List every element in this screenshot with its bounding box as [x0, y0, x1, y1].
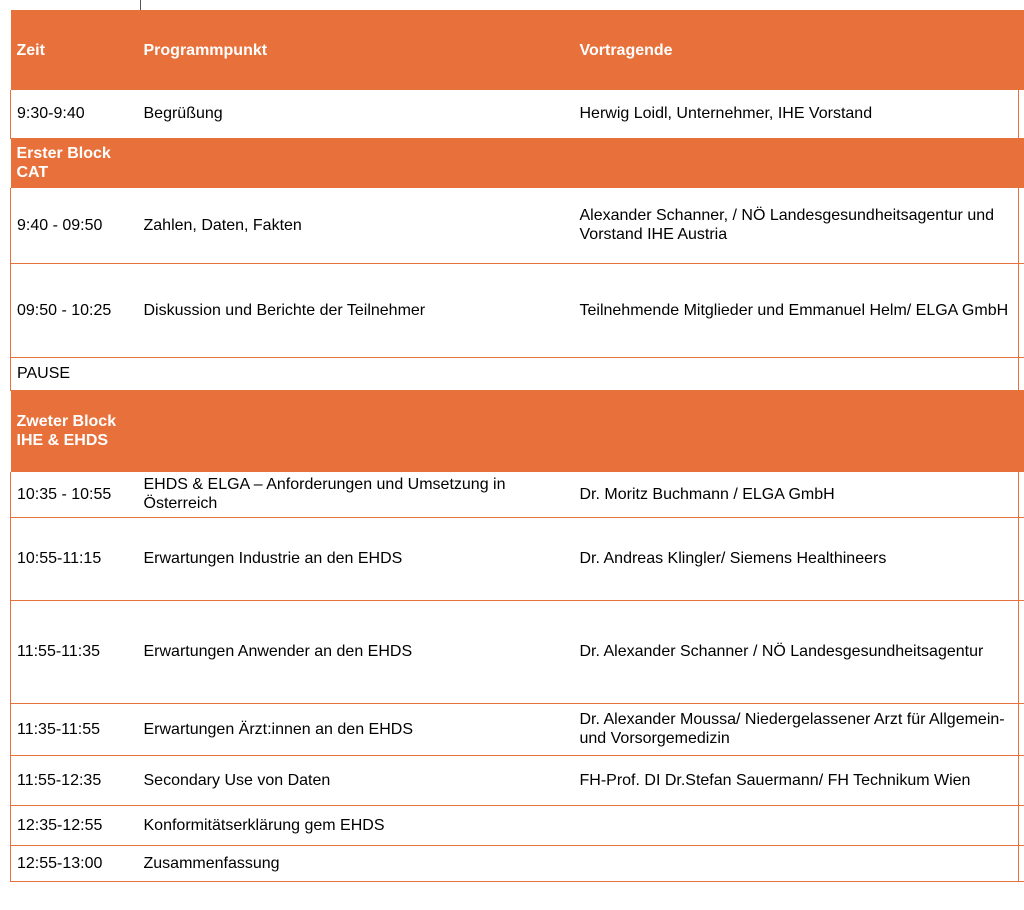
table-row	[11, 845, 1024, 881]
row-extra	[1019, 805, 1024, 845]
row-speaker: Teilnehmende Mitglieder und Emmanuel Helm/ ELGA GmbH	[574, 263, 1019, 357]
header-extra	[1019, 10, 1024, 90]
row-topic: Konformitätserklärung gem EHDS	[138, 805, 574, 845]
row-time: 10:35 - 10:55	[11, 472, 138, 517]
row-extra	[1019, 90, 1024, 138]
row-speaker: FH-Prof. DI Dr.Stefan Sauermann/ FH Technikum Wien	[574, 755, 1019, 805]
column-divider-line	[140, 0, 141, 10]
row-time: 11:55-12:35	[11, 755, 138, 805]
row-time: 09:50 - 10:25	[11, 263, 138, 357]
row-topic: Zusammenfassung	[138, 845, 574, 881]
row-time: PAUSE	[11, 357, 138, 390]
row-topic: Diskussion und Berichte der Teilnehmer	[138, 263, 574, 357]
agenda-table	[10, 10, 1024, 882]
row-speaker: Dr. Andreas Klingler/ Siemens Healthineers	[574, 517, 1019, 600]
row-topic	[138, 357, 574, 390]
row-topic: Secondary Use von Daten	[138, 755, 574, 805]
row-extra	[1019, 845, 1024, 881]
row-speaker	[574, 845, 1019, 881]
header-speaker: Vortragende	[574, 10, 1019, 90]
table-row	[11, 357, 1024, 390]
row-topic: Erwartungen Ärzt:innen an den EHDS	[138, 703, 574, 755]
header-topic: Programmpunkt	[138, 10, 574, 90]
row-topic: Erwartungen Industrie an den EHDS	[138, 517, 574, 600]
section-label: Zweter Block IHE & EHDS	[11, 390, 138, 472]
row-time: 11:55-11:35	[11, 600, 138, 703]
header-time: Zeit	[11, 10, 138, 90]
row-extra	[1019, 472, 1024, 517]
row-extra	[1019, 600, 1024, 703]
row-speaker: Herwig Loidl, Unternehmer, IHE Vorstand	[574, 90, 1019, 138]
row-time: 9:30-9:40	[11, 90, 138, 138]
row-extra	[1019, 755, 1024, 805]
section-row	[11, 138, 1024, 188]
table-row	[11, 472, 1024, 517]
row-time: 10:55-11:15	[11, 517, 138, 600]
row-topic: EHDS & ELGA – Anforderungen und Umsetzung in Österreich	[138, 472, 574, 517]
table-row	[11, 90, 1024, 138]
row-extra	[1019, 517, 1024, 600]
row-time: 12:35-12:55	[11, 805, 138, 845]
table-row	[11, 703, 1024, 755]
table-row	[11, 600, 1024, 703]
row-topic: Zahlen, Daten, Fakten	[138, 188, 574, 263]
row-time: 12:55-13:00	[11, 845, 138, 881]
row-extra	[1019, 357, 1024, 390]
agenda-sheet	[10, 10, 1024, 902]
section-label: Erster Block CAT	[11, 138, 138, 188]
row-speaker: Dr. Alexander Moussa/ Niedergelassener Arzt für Allgemein- und Vorsorgemedizin	[574, 703, 1019, 755]
row-topic: Begrüßung	[138, 90, 574, 138]
table-row	[11, 263, 1024, 357]
row-speaker	[574, 357, 1019, 390]
row-time: 9:40 - 09:50	[11, 188, 138, 263]
row-speaker: Dr. Moritz Buchmann / ELGA GmbH	[574, 472, 1019, 517]
table-row	[11, 188, 1024, 263]
top-margin	[0, 0, 1024, 10]
row-extra	[1019, 188, 1024, 263]
section-row	[11, 390, 1024, 472]
row-speaker	[574, 805, 1019, 845]
row-time: 11:35-11:55	[11, 703, 138, 755]
table-row	[11, 517, 1024, 600]
row-extra	[1019, 263, 1024, 357]
table-row	[11, 805, 1024, 845]
table-header-row	[11, 10, 1024, 90]
row-topic: Erwartungen Anwender an den EHDS	[138, 600, 574, 703]
row-speaker: Dr. Alexander Schanner / NÖ Landesgesundheitsagentur	[574, 600, 1019, 703]
table-row	[11, 755, 1024, 805]
row-extra	[1019, 703, 1024, 755]
row-speaker: Alexander Schanner, / NÖ Landesgesundheitsagentur und Vorstand IHE Austria	[574, 188, 1019, 263]
